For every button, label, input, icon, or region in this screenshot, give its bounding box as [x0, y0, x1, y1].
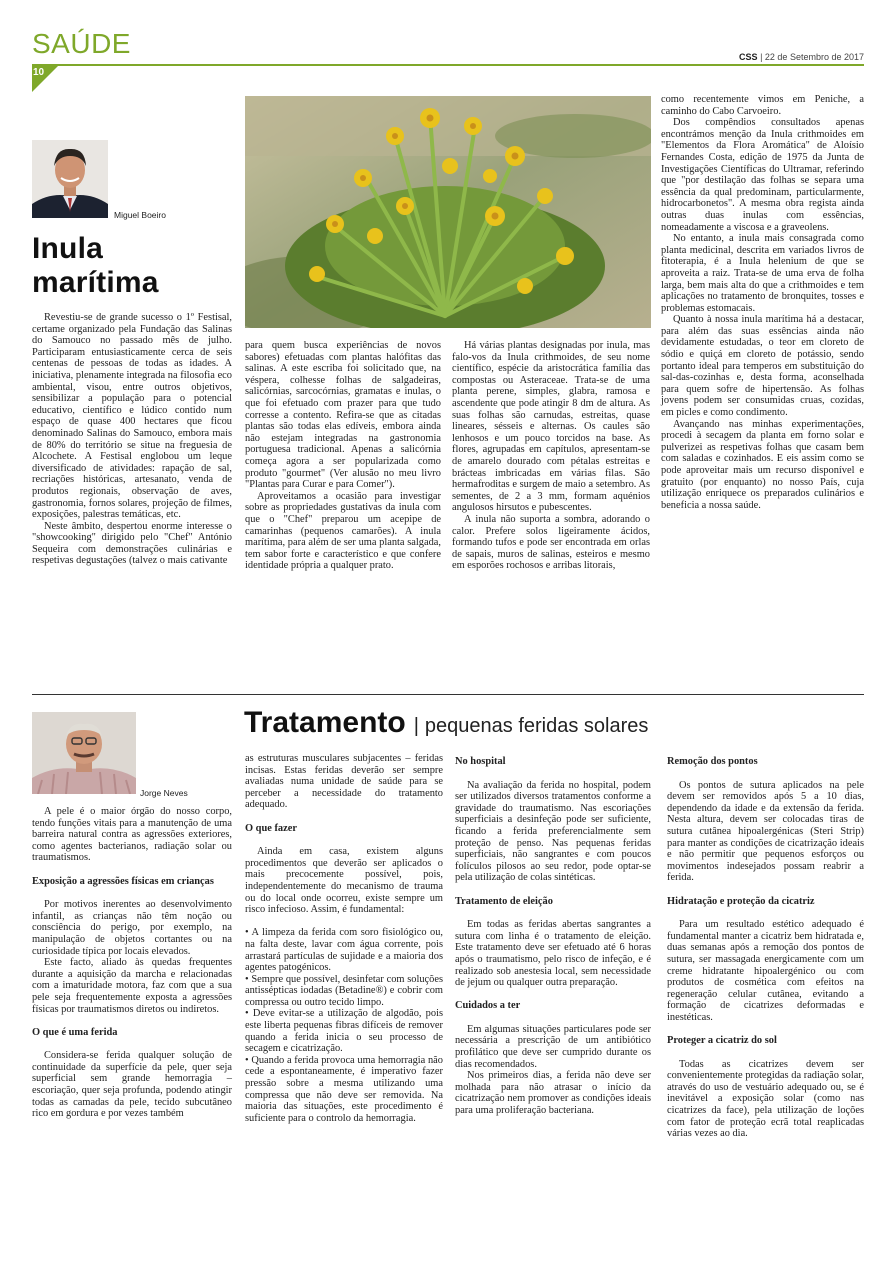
article2-column-2 [245, 753, 443, 1124]
title-subtitle: pequenas feridas solares [424, 715, 649, 737]
title-separator: | [413, 715, 419, 737]
article2-paragraph: as estruturas musculares subjacentes – feridas incisas. Estas feridas deverão ser sempre avaliadas numa unidade de saúde para se perceber a necessidade do tratamento adequado. [245, 753, 443, 811]
article1-paragraph: para quem busca experiências de novos sabores) efetuadas com plantas halófitas das salinas. A este escriba foi solicitado que, na véspera, colhesse folhas de salgadeiras, salicórnias, sarcocórnias, gramatas e inulas, o que foi efetuado com prazer para que tudo corresse a contento. Refira-se que as citadas plantas são todas elas edíveis, embora ainda não estejam integradas na gastronomia portuguesa tradicional. Apenas a salicórnia começa agora a ser popularizada como produto "gourmet" (Ver alusão no meu livro "Plantas para Curar e para Comer"). [245, 340, 441, 491]
section-heading: O que fazer [245, 822, 297, 834]
article1-column-1 [32, 312, 232, 567]
section-heading: Hidratação e proteção da cicatriz [667, 895, 815, 907]
article1-paragraph: Aproveitamos a ocasião para investigar sobre as propriedades gustativas da inula com que o "Chef" preparou um acepipe de camarinhas (pequenos camarões). A inula marítima, para além de ser uma planta salgada, tem sabor forte e característico e que confere identidade própria a qualquer prato. [245, 490, 441, 572]
article2-paragraph: Todas as cicatrizes devem ser convenientemente protegidas da radiação solar, através do uso de vestuário adequado ou, se é inevitável a exposição solar (como nas cicatrizes da face), pela utilização de loções com fator de proteção ecrã total reaplicadas várias vezes ao dia. [667, 1058, 864, 1140]
article2-paragraph: Os pontos de sutura aplicados na pele devem ser removidos após 5 a 10 dias, dependendo da idade e da extensão da ferida. Nesta altura, devem ser colocadas tiras de sutura cutânea hipoalergénicas (Steri Strip) para manter as condições de cicatrização ideais e não permitir que pequenos esforços ou movimentos indesejados possam reabrir a ferida. [667, 779, 864, 884]
article2-paragraph: A pele é o maior órgão do nosso corpo, tendo funções vitais para a manutenção de uma barreira natural contra as agressões exteriores, como agentes bacterianos, radiação solar ou traumatismos. [32, 806, 232, 864]
portrait-illustration [32, 712, 136, 794]
masthead [739, 52, 864, 62]
page-number: 10 [33, 67, 45, 78]
article1-paragraph: Quanto à nossa inula marítima há a destacar, para além das suas essências ainda não devidamente estudadas, o teor em cloreto de sódio e quiçá em cloreto de potássio, sendo portanto ideal para temperos em substituição do sal-das-cozinhas e, desta forma, aconselhada para quem sofre de hipertensão. As folhas jovens podem ser consumidas cruas, cozidas, em picles e como condimento. [661, 314, 864, 419]
article-title-tratamento [244, 706, 648, 740]
section-heading: Cuidados a ter [455, 1000, 521, 1012]
article1-paragraph: Há várias plantas designadas por inula, mas falo-vos da Inula crithmoides, de seu nome científico, espécie da aristocrática família das compostas ou Asteraceae. Trata-se de uma planta perene, simples, glabra, ramosa e ascendente que pode atingir 8 dm de altura. As suas folhas são carnudas, estreitas, quase lineares, sésseis e alternas. Os caules são lenhosos e um pouco torcidos na base. As flores, agrupadas em capítulos, apresentam-se de amarelo dourado com pétalas estreitas e brácteas imbricadas em várias filas. São hermafroditas e surgem de maio a setembro. As sementes, de 2 a 3 mm, formam aquénios angulosos hirsutos e pubescentes. [452, 340, 650, 514]
section-title: SAÚDE [32, 28, 131, 59]
article2-paragraph: Em todas as feridas abertas sangrantes a sutura com linha é o tratamento de eleição. Este tratamento deve ser efetuado até 6 horas após o traumatismo, pelo risco de infeção, e é realizado sob anestesia local, sem necessidade de jejum ou qualquer outra preparação. [455, 919, 651, 989]
article1-column-3 [452, 340, 650, 572]
author-photo-miguel-boeiro [32, 140, 108, 218]
article2-paragraph: Este facto, aliado às quedas frequentes durante a aquisição da marcha e relacionadas com a imaturidade motora, faz com que a sua pele seja frequentemente exposta a agressões físicas por traumatismos diretos ou indiretos. [32, 957, 232, 1015]
author-byline-1: Miguel Boeiro [114, 210, 166, 220]
inula-plant-photo [245, 96, 651, 328]
section-heading: Exposição a agressões físicas em crianças [32, 875, 214, 887]
portrait-illustration [32, 140, 108, 218]
section-heading: No hospital [455, 756, 506, 767]
article1-paragraph: No entanto, a inula mais consagrada como planta medicinal, descrita em variados livros de fitoterapia, é a Inula helenium de que se aproveita a raiz. Trata-se de uma erva de folha larga, bem mais alta do que a crithmoides e tem aplicações no tratamento de bronquites, tosses e problemas estomacais. [661, 233, 864, 314]
article2-column-1 [32, 806, 232, 1120]
article1-paragraph: Avançando nas minhas experimentações, procedi à secagem da planta em forno solar e pulverizei as respetivas folhas que casam bem com saladas e cozinhados. E eis assim como se pode aproveitar mais um recurso disponível e gratuito (por enquanto) no nosso País, cuja utilização enriquece os preparados culinários e beneficia a nossa saúde. [661, 418, 864, 511]
article2-paragraph: Considera-se ferida qualquer solução de continuidade da superfície da pele, quer seja superficial sem grande hemorragia – escoriação, quer seja profunda, podendo atingir todas as camadas da pele, tecido subcutâneo rico em gordura e por vezes também [32, 1050, 232, 1120]
article1-paragraph: como recentemente vimos em Peniche, a caminho do Cabo Carvoeiro. [661, 94, 864, 117]
article2-paragraph: Nos primeiros dias, a ferida não deve ser molhada para não atrasar o início da cicatrização nem promover as condições ideais para uma proliferação bacteriana. [455, 1070, 651, 1117]
section-heading: O que é uma ferida [32, 1026, 118, 1038]
article1-paragraph: Revestiu-se de grande sucesso o 1º Festisal, certame organizado pela Fundação das Salinas do Samouco no passado mês de julho. Participaram entusiasticamente cerca de seis centenas de pessoas de todas as idades. A iniciativa, plenamente integrada na filosofia eco ambiental, visou, entre outros objetivos, sensibilizar a população para o potencial educativo, científico e lúdico contido num espaço de quase 400 hectares que ficou denominado Salinas do Samouco, embora mais de 80% do território se situe na freguesia de Alcochete. A Festisal englobou um leque diversificado de atividades: rapação de sal, recriações históricas, artesanato, venda de produtos regionais, observação de aves, gastronomia, fornos solares, projeção de filmes, exposições, palestras temáticas, etc. [32, 312, 232, 521]
article2-paragraph: Por motivos inerentes ao desenvolvimento infantil, as crianças não têm noção ou consciência do perigo, por exemplo, na manipulação de objetos cortantes ou na curiosidade típica por locais elevados. [32, 899, 232, 957]
article1-paragraph: A inula não suporta a sombra, adorando o calor. Prefere solos ligeiramente ácidos, formando tufos e pode ser encontrada em orlas de sapais, muros de salinas, esteiros e mesmo em esporões rochosos e arribas litorais, [452, 513, 650, 572]
title-line-2: marítima [32, 266, 159, 299]
article2-paragraph: Ainda em casa, existem alguns procedimentos que deverão ser aplicados o mais precocemente possível, pois, independentemente do mecanismo de trauma ou do local onde ocorreu, existe sempre um risco infecioso. Assim, é fundamental: [245, 846, 443, 916]
section-heading: Proteger a cicatriz do sol [667, 1035, 777, 1047]
issue-date: | 22 de Setembro de 2017 [760, 52, 864, 62]
publication-name: CSS [739, 52, 758, 62]
article-divider [32, 694, 864, 695]
article2-column-3 [455, 756, 651, 1117]
article1-paragraph: Dos compêndios consultados apenas encontrámos menção da Inula crithmoides em "Elementos da Flora Aromática" de Aloísio Fernandes Costa, edição de 1975 da Junta de Investigações Científicas do Ultramar, referindo que "por destilação das folhas se separa uma essência da qual predominam, particularmente, hidrocarbonetos". A mesma obra regista ainda outras duas inulas com essências, nomeadamente a viscosa e a graveolens. [661, 117, 864, 233]
section-heading: Remoção dos pontos [667, 756, 758, 767]
header-rule [32, 64, 864, 66]
article1-column-4 [661, 94, 864, 511]
article2-bullet-list: • A limpeza da ferida com soro fisiológico ou, na falta deste, lavar com água corrente, pois arrastará partículas de sujidade e a maioria dos agentes patogénicos. • Sempre que possível, desinfetar com soluções antissépticas iodadas (Betadine®) e cobrir com compressa ou outro tecido limpo. • Deve evitar-se a utilização de algodão, pois este liberta pequenas fibras difíceis de remover quando a ferida inicia o seu processo de secagem e cicatrização. • Quando a ferida provoca uma hemorragia não cede a espontaneamente, é imperativo fazer pressão sobre a mesma utilizando uma compressa que não deve ser removida. Na maioria das situações, este procedimento é suficiente para o controlo da hemorragia. [245, 927, 443, 1124]
plant-illustration [245, 96, 651, 328]
article1-paragraph: Neste âmbito, despertou enorme interesse o "showcooking" dirigido pelo "Chef" António Sequeira com demonstrações culinárias e respetivas degustações (talvez o mais cativante [32, 520, 232, 567]
article2-paragraph: Na avaliação da ferida no hospital, podem ser utilizados diversos tratamentos conforme a gravidade do traumatismo. Nas escoriações superficiais a desinfeção pode ser suficiente, ficando a ferida preferencialmente sem proteção de penso. Nas pequenas feridas superficiais, não sangrantes e com poucos folículos pilosos ao seu redor, pode optar-se pela utilização de colas sintéticas. [455, 779, 651, 884]
article2-column-4 [667, 756, 864, 1140]
article2-paragraph: Em algumas situações particulares pode ser necessária a prescrição de um antibiótico profilático que deve ser cumprido durante os dias recomendados. [455, 1023, 651, 1070]
author-byline-2: Jorge Neves [140, 788, 188, 798]
title-main: Tratamento [244, 706, 406, 739]
article1-column-2 [245, 340, 441, 572]
author-photo-jorge-neves [32, 712, 136, 794]
article-title-inula [32, 232, 159, 300]
article2-paragraph: Para um resultado estético adequado é fundamental manter a cicatriz bem hidratada e, duas semanas após a remoção dos pontos de sutura, ser massagada energicamente com um creme hidratante hipoalergénico ou com produtos de cosmética com efeitos na regeneração celular cutânea, evitando a formação de cicatrizes deformadas e inestéticas. [667, 919, 864, 1023]
section-heading: Tratamento de eleição [455, 895, 553, 907]
title-line-1: Inula [32, 232, 104, 265]
